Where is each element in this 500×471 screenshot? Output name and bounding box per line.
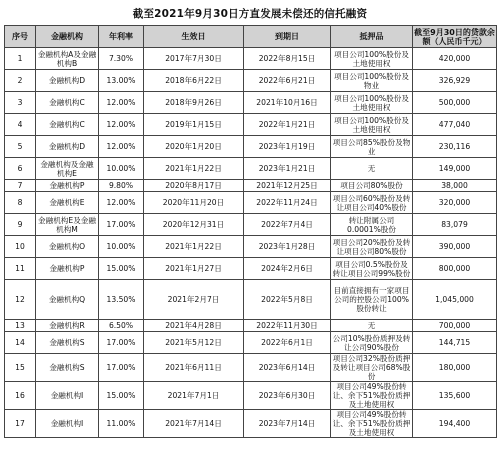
cell-balance: 420,000 xyxy=(413,48,497,70)
cell-balance: 149,000 xyxy=(413,158,497,180)
cell-end-date: 2022年6月21日 xyxy=(244,70,331,92)
table-title: 截至2021年9月30日方直发展未偿还的信托融资 xyxy=(132,8,368,20)
table-row xyxy=(5,180,497,192)
cell-institution: 金融机构S xyxy=(36,332,99,354)
cell-balance: 800,000 xyxy=(413,258,497,280)
cell-collateral: 项目公司60%股份及转让项目公司40%股份 xyxy=(331,192,413,214)
cell-rate: 12.00% xyxy=(99,192,144,214)
cell-balance: 320,000 xyxy=(413,192,497,214)
cell-rate: 13.00% xyxy=(99,70,144,92)
header-balance: 截至9月30日的贷款余额（人民币千元） xyxy=(414,27,495,46)
cell-institution: 金融机构I xyxy=(36,382,99,410)
cell-balance: 477,040 xyxy=(413,114,497,136)
cell-start-date: 2020年11月20日 xyxy=(144,192,244,214)
cell-rate: 6.50% xyxy=(99,320,144,332)
cell-institution: 金融机构P xyxy=(36,258,99,280)
cell-end-date: 2023年1月28日 xyxy=(244,236,331,258)
cell-rate: 10.00% xyxy=(99,236,144,258)
header-start-date: 生效日 xyxy=(144,26,244,48)
cell-collateral: 项目公司49%股份转让、余下51%股份质押及土地使用权 xyxy=(331,382,413,410)
table-row xyxy=(5,354,497,382)
cell-end-date: 2023年7月14日 xyxy=(244,410,331,438)
cell-no: 4 xyxy=(5,114,36,136)
cell-end-date: 2022年8月15日 xyxy=(244,48,331,70)
cell-institution: 金融机构E及金融机构M xyxy=(36,214,99,236)
cell-end-date: 2023年1月19日 xyxy=(244,136,331,158)
cell-start-date: 2021年7月1日 xyxy=(144,382,244,410)
cell-rate: 11.00% xyxy=(99,410,144,438)
cell-end-date: 2023年6月14日 xyxy=(244,354,331,382)
cell-institution: 金融机构P xyxy=(36,180,99,192)
cell-balance: 194,400 xyxy=(413,410,497,438)
cell-collateral: 项目公司85%股份及物业 xyxy=(331,136,413,158)
cell-start-date: 2021年6月11日 xyxy=(144,354,244,382)
table-row xyxy=(5,92,497,114)
cell-end-date: 2022年6月1日 xyxy=(244,332,331,354)
cell-institution: 金融机构S xyxy=(36,354,99,382)
cell-start-date: 2021年1月22日 xyxy=(144,236,244,258)
cell-start-date: 2018年6月22日 xyxy=(144,70,244,92)
trust-financing-table xyxy=(4,25,497,438)
header-row xyxy=(5,26,497,48)
header-rate: 年利率 xyxy=(99,26,144,48)
table-row xyxy=(5,136,497,158)
cell-balance: 326,929 xyxy=(413,70,497,92)
cell-balance: 1,045,000 xyxy=(413,280,497,320)
cell-collateral: 转让附属公司0.0001%股份 xyxy=(331,214,413,236)
cell-no: 10 xyxy=(5,236,36,258)
cell-end-date: 2022年1月21日 xyxy=(244,114,331,136)
cell-collateral: 项目公司100%股份及物业 xyxy=(331,70,413,92)
cell-balance: 700,000 xyxy=(413,320,497,332)
cell-rate: 15.00% xyxy=(99,382,144,410)
cell-collateral: 项目公司80%股份 xyxy=(331,180,413,192)
cell-no: 1 xyxy=(5,48,36,70)
cell-no: 2 xyxy=(5,70,36,92)
cell-institution: 金融机构及金融机构E xyxy=(36,158,99,180)
header-institution: 金融机构 xyxy=(36,26,99,48)
cell-institution: 金融机构E xyxy=(36,192,99,214)
table-row xyxy=(5,70,497,92)
cell-start-date: 2020年1月20日 xyxy=(144,136,244,158)
cell-no: 11 xyxy=(5,258,36,280)
cell-start-date: 2017年7月30日 xyxy=(144,48,244,70)
cell-balance: 180,000 xyxy=(413,354,497,382)
cell-no: 12 xyxy=(5,280,36,320)
cell-institution: 金融机构I xyxy=(36,410,99,438)
cell-collateral: 公司10%股份质押及转让公司90%股份 xyxy=(331,332,413,354)
cell-no: 9 xyxy=(5,214,36,236)
header-collateral: 抵押品 xyxy=(331,26,413,48)
header-end-date: 到期日 xyxy=(244,26,331,48)
cell-collateral: 项目公司100%股份及土地使用权 xyxy=(331,48,413,70)
cell-rate: 13.50% xyxy=(99,280,144,320)
cell-collateral: 目前直接拥有一家项目公司的控股公司100%股份转让 xyxy=(331,280,413,320)
cell-balance: 500,000 xyxy=(413,92,497,114)
cell-no: 16 xyxy=(5,382,36,410)
table-row xyxy=(5,48,497,70)
cell-collateral: 项目公司49%股份转让、余下51%股份质押及土地使用权 xyxy=(331,410,413,438)
table-row xyxy=(5,158,497,180)
cell-end-date: 2022年7月4日 xyxy=(244,214,331,236)
cell-end-date: 2023年6月30日 xyxy=(244,382,331,410)
cell-no: 15 xyxy=(5,354,36,382)
cell-start-date: 2021年5月12日 xyxy=(144,332,244,354)
cell-no: 6 xyxy=(5,158,36,180)
table-row xyxy=(5,236,497,258)
cell-rate: 15.00% xyxy=(99,258,144,280)
table-row xyxy=(5,258,497,280)
cell-balance: 83,079 xyxy=(413,214,497,236)
table-row xyxy=(5,320,497,332)
cell-start-date: 2021年1月27日 xyxy=(144,258,244,280)
cell-rate: 12.00% xyxy=(99,92,144,114)
cell-no: 3 xyxy=(5,92,36,114)
cell-rate: 10.00% xyxy=(99,158,144,180)
cell-institution: 金融机构D xyxy=(36,136,99,158)
cell-end-date: 2021年10月16日 xyxy=(244,92,331,114)
cell-balance: 390,000 xyxy=(413,236,497,258)
cell-collateral: 无 xyxy=(331,158,413,180)
cell-end-date: 2023年1月21日 xyxy=(244,158,331,180)
cell-rate: 12.00% xyxy=(99,114,144,136)
cell-rate: 12.00% xyxy=(99,136,144,158)
cell-rate: 17.00% xyxy=(99,354,144,382)
cell-start-date: 2021年1月22日 xyxy=(144,158,244,180)
cell-end-date: 2024年2月6日 xyxy=(244,258,331,280)
cell-start-date: 2021年2月7日 xyxy=(144,280,244,320)
cell-no: 13 xyxy=(5,320,36,332)
table-row xyxy=(5,114,497,136)
cell-balance: 230,116 xyxy=(413,136,497,158)
table-row xyxy=(5,214,497,236)
cell-end-date: 2022年11月24日 xyxy=(244,192,331,214)
cell-collateral: 项目公司100%股份及土地使用权 xyxy=(331,114,413,136)
cell-rate: 9.80% xyxy=(99,180,144,192)
cell-end-date: 2022年11月30日 xyxy=(244,320,331,332)
cell-start-date: 2020年12月31日 xyxy=(144,214,244,236)
cell-rate: 7.30% xyxy=(99,48,144,70)
cell-end-date: 2021年12月25日 xyxy=(244,180,331,192)
cell-no: 8 xyxy=(5,192,36,214)
header-no: 序号 xyxy=(5,26,36,48)
table-row xyxy=(5,280,497,320)
cell-no: 17 xyxy=(5,410,36,438)
cell-start-date: 2020年8月17日 xyxy=(144,180,244,192)
cell-balance: 144,715 xyxy=(413,332,497,354)
cell-institution: 金融机构C xyxy=(36,92,99,114)
cell-balance: 38,000 xyxy=(413,180,497,192)
cell-no: 14 xyxy=(5,332,36,354)
cell-no: 5 xyxy=(5,136,36,158)
cell-institution: 金融机构D xyxy=(36,70,99,92)
cell-collateral: 项目公司0.5%股份及转让项目公司99%股份 xyxy=(331,258,413,280)
cell-rate: 17.00% xyxy=(99,332,144,354)
cell-institution: 金融机构C xyxy=(36,114,99,136)
table-row xyxy=(5,192,497,214)
cell-collateral: 无 xyxy=(331,320,413,332)
cell-institution: 金融机构O xyxy=(36,236,99,258)
cell-no: 7 xyxy=(5,180,36,192)
cell-start-date: 2018年9月26日 xyxy=(144,92,244,114)
table-row xyxy=(5,332,497,354)
cell-start-date: 2021年7月14日 xyxy=(144,410,244,438)
cell-collateral: 项目公司32%股份质押及转让项目公司68%股份 xyxy=(331,354,413,382)
cell-end-date: 2022年5月8日 xyxy=(244,280,331,320)
cell-start-date: 2019年1月15日 xyxy=(144,114,244,136)
table-row xyxy=(5,410,497,438)
cell-start-date: 2021年4月28日 xyxy=(144,320,244,332)
cell-institution: 金融机构R xyxy=(36,320,99,332)
cell-collateral: 项目公司20%股份及转让项目公司80%股份 xyxy=(331,236,413,258)
cell-balance: 135,600 xyxy=(413,382,497,410)
cell-institution: 金融机构A及金融机构B xyxy=(36,48,99,70)
cell-institution: 金融机构Q xyxy=(36,280,99,320)
table-row xyxy=(5,382,497,410)
cell-rate: 17.00% xyxy=(99,214,144,236)
cell-collateral: 项目公司100%股份及土地使用权 xyxy=(331,92,413,114)
